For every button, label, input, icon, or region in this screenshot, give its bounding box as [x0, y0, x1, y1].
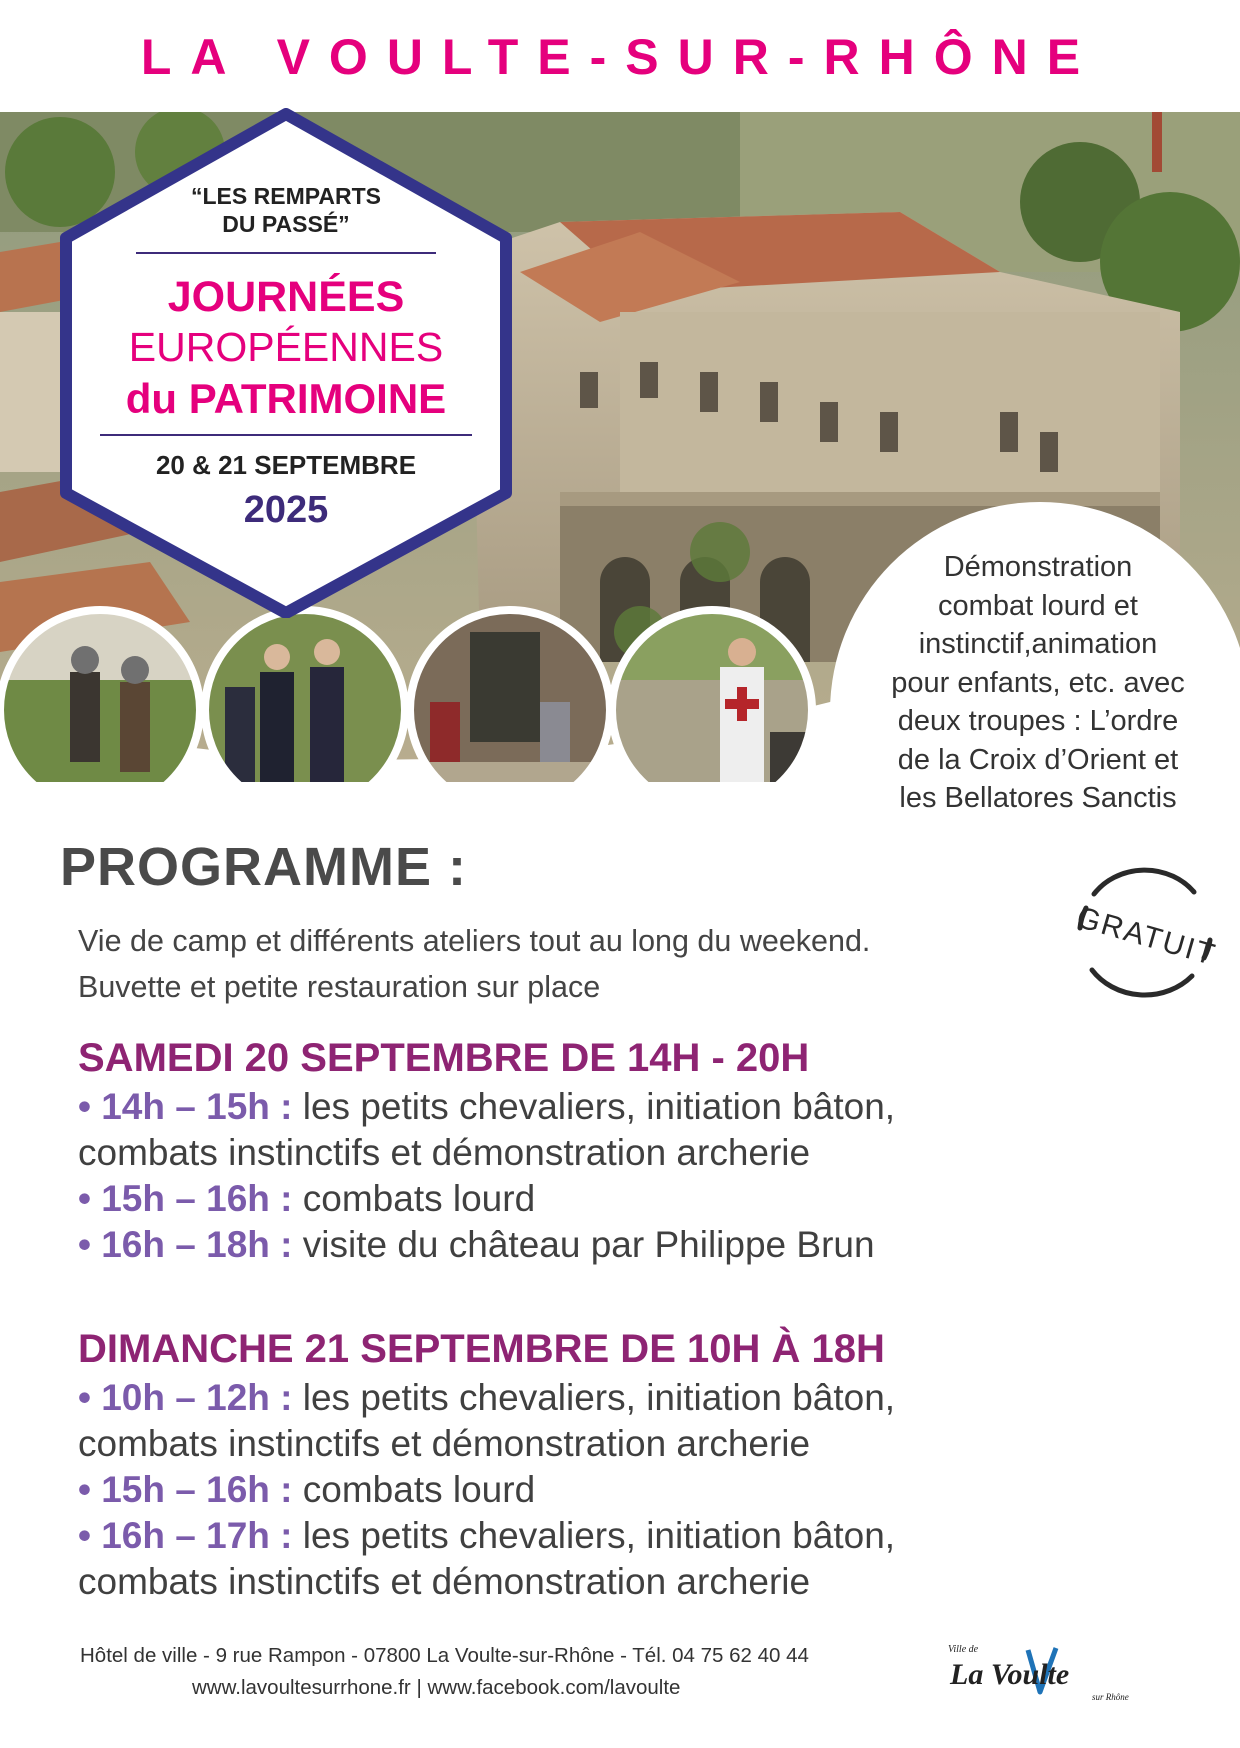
schedule-time: • 15h – 16h :: [78, 1178, 293, 1219]
schedule-item: [78, 1467, 1158, 1513]
programme-desc-line: Vie de camp et différents ateliers tout au long du weekend.: [78, 924, 871, 958]
badge-motto-line2: DU PASSÉ”: [222, 211, 350, 237]
badge-year: 2025: [243, 489, 329, 531]
saturday-title: SAMEDI 20 SEPTEMBRE DE 14H - 20H: [78, 1036, 810, 1080]
demo-line: de la Croix d’Orient et: [897, 743, 1179, 776]
programme-desc-line: Buvette et petite restauration sur place: [78, 970, 601, 1004]
schedule-time: • 16h – 17h :: [78, 1515, 293, 1556]
demo-line: les Bellatores Sanctis: [899, 782, 1177, 814]
schedule-item: [78, 1084, 1158, 1130]
badge-divider-top: [136, 252, 436, 254]
schedule-activity: combats lourd: [292, 1178, 536, 1219]
badge-patrimoine: du PATRIMOINE: [125, 375, 447, 422]
badge-divider-bottom: [100, 434, 472, 436]
schedule-item: [78, 1513, 1158, 1559]
schedule-time: • 14h – 15h :: [78, 1086, 293, 1127]
demo-description: [838, 548, 1238, 818]
badge-dates: 20 & 21 SEPTEMBRE: [155, 450, 417, 480]
schedule-activity: les petits chevaliers, initiation bâton,: [292, 1515, 896, 1556]
schedule-item: [78, 1375, 1158, 1421]
sunday-title: DIMANCHE 21 SEPTEMBRE DE 10H À 18H: [78, 1327, 885, 1371]
demo-line: pour enfants, etc. avec: [891, 666, 1185, 699]
logo-ville-de: Ville de: [948, 1644, 979, 1655]
schedule-activity-cont: combats instinctifs et démonstration archerie: [78, 1423, 811, 1464]
programme-description: [78, 918, 870, 1010]
sunday-schedule: [78, 1375, 1158, 1605]
schedule-item: [78, 1176, 1158, 1222]
demo-line: deux troupes : L’ordre: [897, 705, 1179, 737]
free-stamp-text: GRATUIT: [1072, 900, 1220, 973]
city-title: LA VOULTE-SUR-RHÔNE: [140, 29, 1100, 85]
badge-europeennes: EUROPÉENNES: [128, 324, 444, 370]
programme-title: PROGRAMME :: [60, 837, 467, 897]
schedule-time: • 10h – 12h :: [78, 1377, 293, 1418]
demo-line: combat lourd et: [938, 589, 1138, 622]
logo-main: La Voulte: [950, 1658, 1070, 1691]
saturday-schedule: [78, 1084, 1158, 1268]
badge-text: [90, 182, 482, 534]
badge-journees: JOURNÉES: [167, 273, 405, 321]
demo-line: instinctif,animation: [918, 628, 1158, 660]
schedule-activity: les petits chevaliers, initiation bâton,: [292, 1086, 896, 1127]
city-logo: [940, 1640, 1150, 1710]
badge-motto: [90, 182, 482, 238]
demo-line: Démonstration: [943, 551, 1133, 583]
badge-motto-line1: “LES REMPARTS: [191, 183, 381, 209]
schedule-time: • 16h – 18h :: [78, 1224, 293, 1265]
schedule-item: [78, 1222, 1158, 1268]
logo-sub: sur Rhône: [1092, 1692, 1129, 1702]
schedule-activity-cont: combats instinctifs et démonstration archerie: [78, 1561, 811, 1602]
schedule-time: • 15h – 16h :: [78, 1469, 293, 1510]
free-stamp: [1064, 866, 1224, 1004]
schedule-activity-cont: combats instinctifs et démonstration archerie: [78, 1132, 811, 1173]
schedule-activity: visite du château par Philippe Brun: [292, 1224, 875, 1265]
schedule-activity: combats lourd: [292, 1469, 536, 1510]
schedule-activity: les petits chevaliers, initiation bâton,: [292, 1377, 896, 1418]
footer-web-links[interactable]: www.lavoultesurrhone.fr | www.facebook.com/lavoulte: [192, 1676, 681, 1699]
footer-address: Hôtel de ville - 9 rue Rampon - 07800 La Voulte-sur-Rhône - Tél. 04 75 62 40 44: [80, 1644, 809, 1667]
